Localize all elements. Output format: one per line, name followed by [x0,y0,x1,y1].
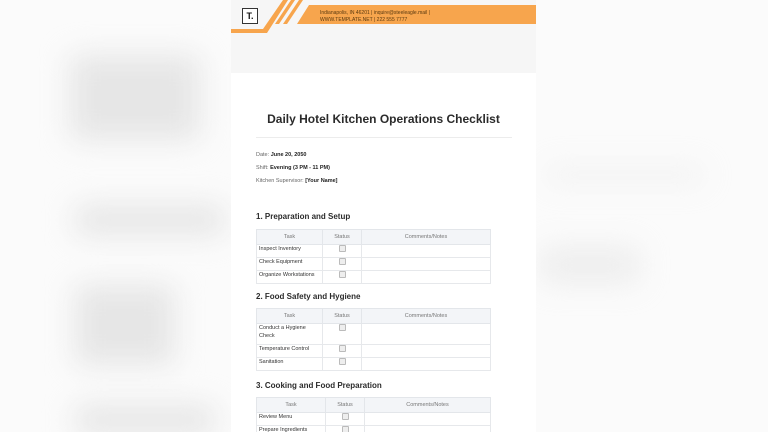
table-row: Sanitation [257,358,491,371]
notes-cell[interactable] [362,258,491,271]
status-checkbox[interactable] [342,426,349,432]
checklist-table [256,229,491,284]
notes-cell[interactable] [362,245,491,258]
contact-website: WWW.TEMPLATE.NET | 222 555 7777 [320,17,408,23]
col-status: Status [326,398,365,413]
notes-cell[interactable] [362,271,491,284]
document-header [231,0,536,73]
table-row: Temperature Control [257,345,491,358]
col-status: Status [323,230,362,245]
table-row: Prepare Ingredients [257,426,491,432]
document-page [231,0,536,432]
meta-shift: Shift: Evening (3 PM - 11 PM) [256,165,330,171]
col-task: Task [257,398,326,413]
status-checkbox[interactable] [339,324,346,331]
status-checkbox[interactable] [339,358,346,365]
notes-cell[interactable] [365,413,491,426]
checklist-table [256,308,491,371]
checklist-table [256,397,491,432]
status-checkbox[interactable] [339,258,346,265]
col-task: Task [257,230,323,245]
col-notes: Comments/Notes [362,309,491,324]
table-row: Check Equipment [257,258,491,271]
notes-cell[interactable] [365,426,491,432]
section-title: 3. Cooking and Food Preparation [256,381,382,390]
page-title: Daily Hotel Kitchen Operations Checklist [267,112,500,126]
status-checkbox[interactable] [342,413,349,420]
table-row: Organize Workstations [257,271,491,284]
status-checkbox[interactable] [339,271,346,278]
col-status: Status [323,309,362,324]
col-task: Task [257,309,323,324]
notes-cell[interactable] [362,345,491,358]
notes-cell[interactable] [362,358,491,371]
notes-cell[interactable] [362,324,491,345]
section-title: 1. Preparation and Setup [256,212,351,221]
meta-date: Date: June 20, 2050 [256,152,307,158]
table-row: Conduct a Hygiene Check [257,324,491,345]
table-row: Inspect Inventory [257,245,491,258]
contact-info [320,10,430,24]
status-checkbox[interactable] [339,345,346,352]
table-row: Review Menu [257,413,491,426]
meta-supervisor: Kitchen Supervisor: [Your Name] [256,178,338,184]
col-notes: Comments/Notes [362,230,491,245]
col-notes: Comments/Notes [365,398,491,413]
section-title: 2. Food Safety and Hygiene [256,292,361,301]
status-checkbox[interactable] [339,245,346,252]
company-logo: T. [242,8,258,24]
divider [256,137,512,138]
contact-address: Indianapolis, IN 46201 | inquire@steeleagle.mail | [320,10,430,16]
